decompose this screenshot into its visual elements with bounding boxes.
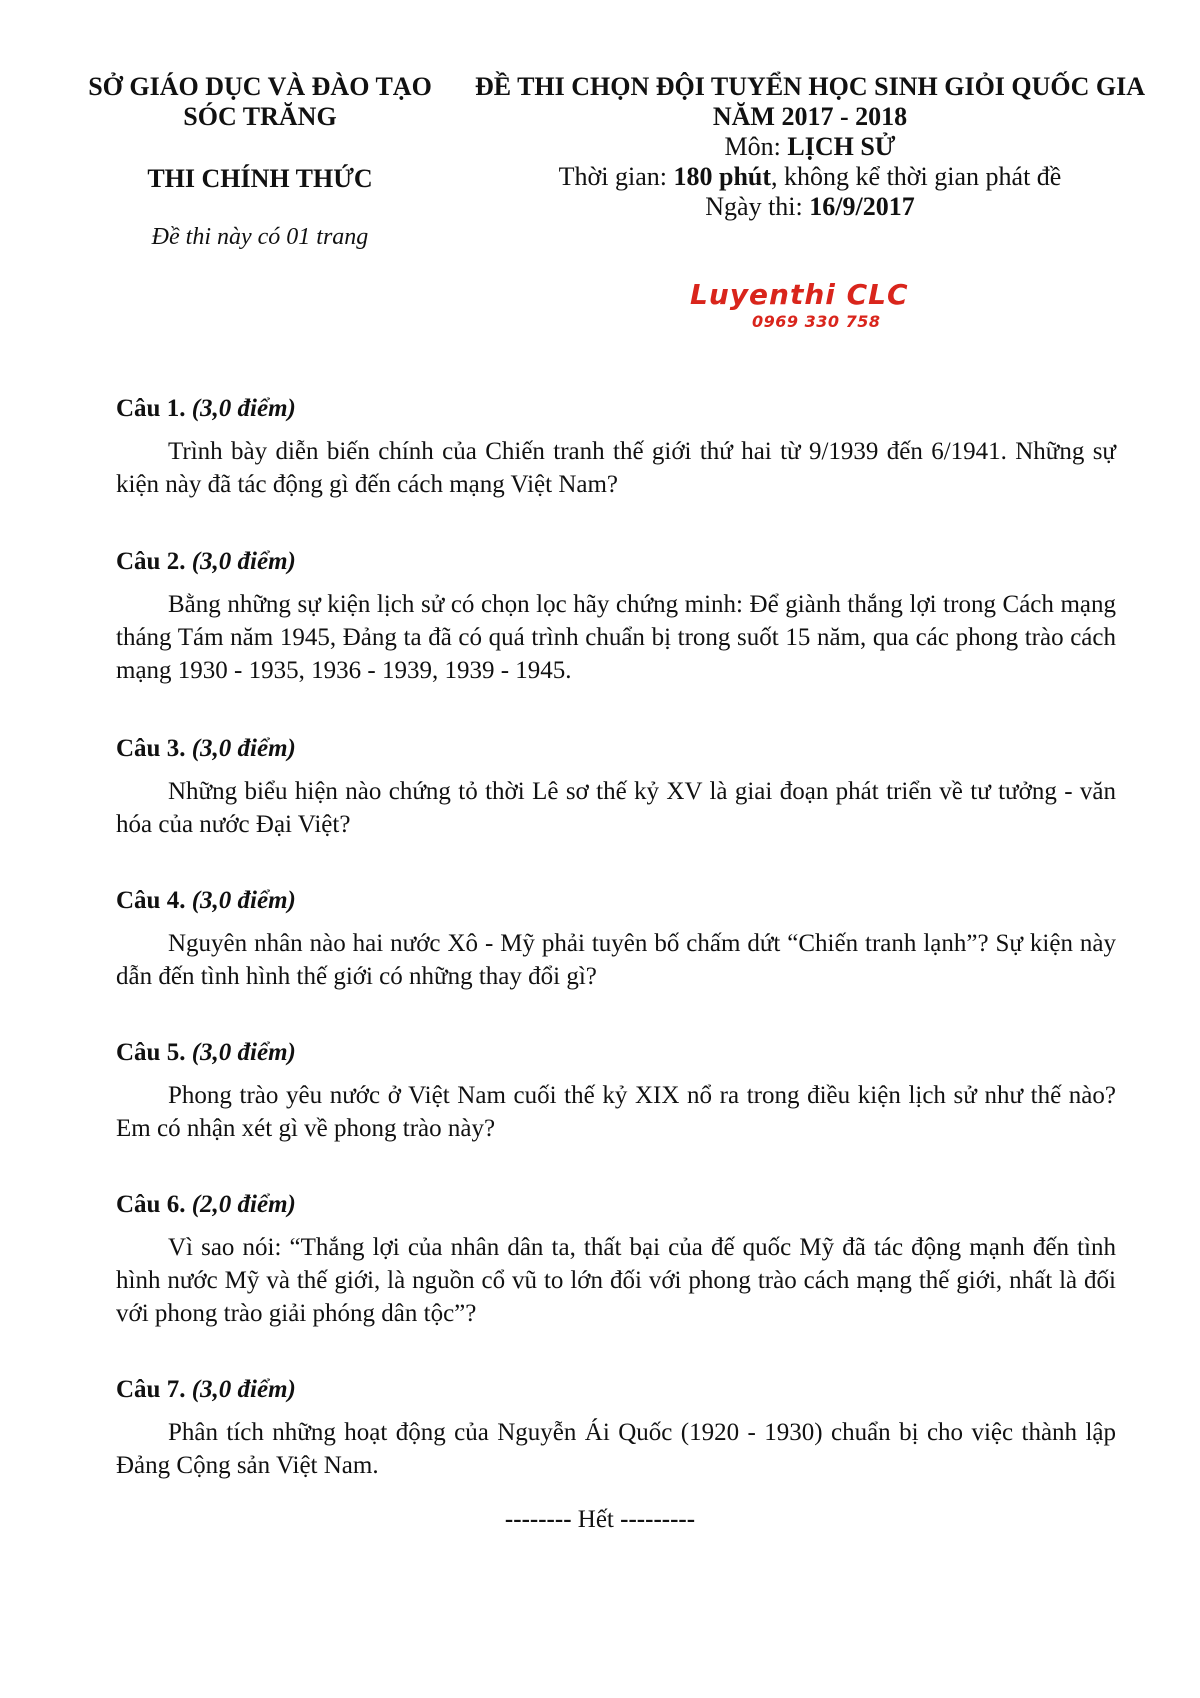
watermark-brand: Luyenthi CLC — [690, 278, 909, 311]
question-text: Vì sao nói: “Thắng lợi của nhân dân ta, thất bại của đế quốc Mỹ đã tác động mạnh đến tình hình nước Mỹ và thế giới, là nguồn cổ vũ to lớn đối với phong trào cách mạng thế giới, nhất là đối với phong trào giải phóng dân tộc”? — [116, 1234, 1116, 1327]
time-value: 180 phút — [673, 162, 772, 191]
dept-line-1: SỞ GIÁO DỤC VÀ ĐÀO TẠO — [88, 72, 432, 101]
pages-note: Đề thi này có 01 trang — [151, 224, 369, 250]
question-text: Bằng những sự kiện lịch sử có chọn lọc hãy chứng minh: Để giành thắng lợi trong Cách mạng tháng Tám năm 1945, Đảng ta đã có quá trình chuẩn bị trong suốt 15 năm, qua các phong trào cách mạng 1930 - 1935, 1936 - 1939, 1939 - 1945. — [116, 591, 1116, 684]
date-value: 16/9/2017 — [809, 192, 915, 221]
subject-value: LỊCH SỬ — [787, 132, 896, 161]
time-line — [440, 162, 1180, 192]
exam-title: ĐỀ THI CHỌN ĐỘI TUYỂN HỌC SINH GIỎI QUỐC GIA — [474, 72, 1146, 101]
watermark-logo — [680, 278, 940, 338]
question-2 — [116, 545, 1116, 687]
subject-label: Môn: — [724, 132, 788, 161]
question-title: Câu 7. — [116, 1376, 186, 1403]
question-title: Câu 5. — [116, 1039, 186, 1066]
question-points: (3,0 điểm) — [191, 395, 296, 422]
question-text: Phân tích những hoạt động của Nguyễn Ái Quốc (1920 - 1930) chuẩn bị cho việc thành lập Đảng Cộng sản Việt Nam. — [116, 1419, 1116, 1479]
end-word: Hết — [571, 1506, 621, 1533]
question-text: Nguyên nhân nào hai nước Xô - Mỹ phải tuyên bố chấm dứt “Chiến tranh lạnh”? Sự kiện này dẫn đến tình hình thế giới có những thay đổi gì? — [116, 930, 1116, 990]
question-points: (2,0 điểm) — [191, 1191, 296, 1218]
issuing-department — [70, 72, 450, 132]
date-line — [440, 192, 1180, 222]
question-points: (3,0 điểm) — [191, 887, 296, 914]
question-text: Trình bày diễn biến chính của Chiến tranh thế giới thứ hai từ 9/1939 đến 6/1941. Những sự kiện này đã tác động gì đến cách mạng Việt Nam? — [116, 438, 1116, 498]
question-title: Câu 6. — [116, 1191, 186, 1218]
date-label: Ngày thi: — [705, 192, 810, 221]
question-text: Phong trào yêu nước ở Việt Nam cuối thế kỷ XIX nổ ra trong điều kiện lịch sử như thế nào? Em có nhận xét gì về phong trào này? — [116, 1082, 1116, 1142]
question-3 — [116, 732, 1116, 841]
end-dash-right: --------- — [620, 1506, 696, 1533]
question-1 — [116, 392, 1116, 501]
question-7 — [116, 1373, 1116, 1482]
subject-line — [440, 132, 1180, 162]
question-title: Câu 2. — [116, 548, 186, 575]
question-points: (3,0 điểm) — [191, 735, 296, 762]
end-marker — [0, 1506, 1200, 1534]
exam-header — [440, 72, 1180, 222]
exam-year: NĂM 2017 - 2018 — [712, 102, 908, 131]
official-exam-label: THI CHÍNH THỨC — [147, 164, 373, 193]
question-4 — [116, 884, 1116, 993]
time-label: Thời gian: — [558, 162, 674, 191]
watermark-phone: 0969 330 758 — [752, 312, 881, 331]
question-title: Câu 1. — [116, 395, 186, 422]
question-points: (3,0 điểm) — [191, 1376, 296, 1403]
time-note: , không kể thời gian phát đề — [771, 162, 1062, 191]
dept-line-2: SÓC TRĂNG — [183, 102, 337, 131]
question-title: Câu 4. — [116, 887, 186, 914]
question-5 — [116, 1036, 1116, 1145]
question-points: (3,0 điểm) — [191, 548, 296, 575]
end-dash-left: -------- — [504, 1506, 572, 1533]
question-6 — [116, 1188, 1116, 1330]
question-text: Những biểu hiện nào chứng tỏ thời Lê sơ thế kỷ XV là giai đoạn phát triển về tư tưởng - văn hóa của nước Đại Việt? — [116, 778, 1116, 838]
question-points: (3,0 điểm) — [191, 1039, 296, 1066]
question-title: Câu 3. — [116, 735, 186, 762]
